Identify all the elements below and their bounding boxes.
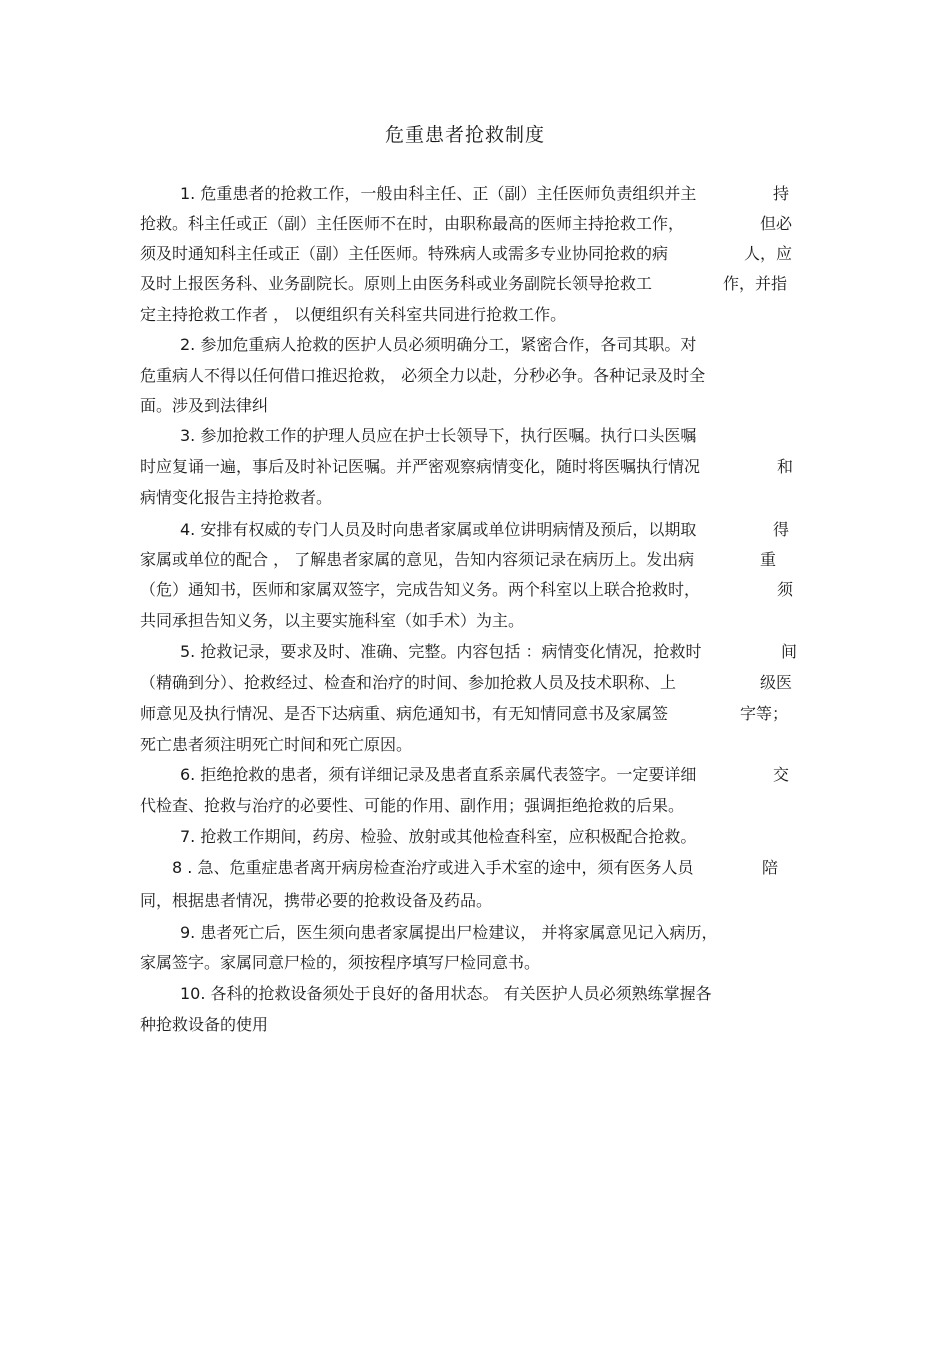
text-line: 死亡患者须注明死亡时间和死亡原因。 (140, 735, 413, 754)
text-line-tail: 间 (781, 642, 798, 661)
text-line-tail: 交 (773, 765, 790, 784)
text-line-tail: 作，并指 (723, 274, 788, 293)
text-line: 师意见及执行情况、是否下达病重、病危通知书，有无知情同意书及家属签 (140, 704, 669, 723)
text-line: 9. 患者死亡后，医生须向患者家属提出尸检建议， 并将家属意见记入病历， (180, 923, 718, 942)
text-line-tail: 持 (773, 184, 790, 203)
text-line-tail: 但必 (760, 214, 793, 233)
text-line: 抢救。科主任或正（副）主任医师不在时，由职称最高的医师主持抢救工作， (140, 214, 685, 233)
text-line: 定主持抢救工作者 ， 以便组织有关科室共同进行抢救工作。 (140, 305, 567, 324)
text-line: 10. 各科的抢救设备须处于良好的备用状态。 有关医护人员必须熟练掌握各 (180, 984, 712, 1003)
text-line: 须及时通知科主任或正（副）主任医师。特殊病人或需多专业协同抢救的病 (140, 244, 669, 263)
text-line-tail: 陪 (762, 858, 779, 877)
text-line: 5. 抢救记录，要求及时、准确、完整。内容包括 ：病情变化情况，抢救时 (180, 642, 702, 661)
text-line: 同，根据患者情况，携带必要的抢救设备及药品。 (140, 891, 493, 910)
text-line: 及时上报医务科、业务副院长。原则上由医务科或业务副院长领导抢救工 (140, 274, 653, 293)
text-line: 病情变化报告主持抢救者。 (140, 488, 333, 507)
text-line: （危）通知书，医师和家属双签字，完成告知义务。两个科室以上联合抢救时， (140, 580, 701, 599)
text-line: 6. 拒绝抢救的患者，须有详细记录及患者直系亲属代表签字。一定要详细 (180, 765, 697, 784)
text-line-tail: 字等； (740, 704, 789, 723)
text-line: 2. 参加危重病人抢救的医护人员必须明确分工，紧密合作，各司其职。对 (180, 335, 697, 354)
text-line: 8 . 急、危重症患者离开病房检查治疗或进入手术室的途中，须有医务人员 (172, 858, 694, 877)
text-line: 家属或单位的配合 ， 了解患者家属的意见，告知内容须记录在病历上。发出病 (140, 550, 695, 569)
text-line-tail: 须 (777, 580, 794, 599)
text-line-tail: 得 (773, 520, 790, 539)
text-line: 1. 危重患者的抢救工作，一般由科主任、正（副）主任医师负责组织并主 (180, 184, 697, 203)
text-line-tail: 人，应 (744, 244, 793, 263)
text-line: 3. 参加抢救工作的护理人员应在护士长领导下，执行医嘱。执行口头医嘱 (180, 426, 697, 445)
text-line-tail: 重 (760, 550, 777, 569)
text-line: 危重病人不得以任何借口推迟抢救， 必须全力以赴，分秒必争。各种记录及时全 (140, 366, 706, 385)
document-title: 危重患者抢救制度 (384, 124, 545, 146)
text-line-tail: 和 (777, 457, 794, 476)
text-line: 7. 抢救工作期间，药房、检验、放射或其他检查科室，应积极配合抢救。 (180, 827, 697, 846)
text-line: 共同承担告知义务，以主要实施科室（如手术）为主。 (140, 611, 525, 630)
text-line: 面。涉及到法律纠 (140, 396, 269, 415)
text-line: 种抢救设备的使用 (140, 1015, 269, 1034)
text-line: 时应复诵一遍，事后及时补记医嘱。并严密观察病情变化，随时将医嘱执行情况 (140, 457, 701, 476)
text-line: 代检查、抢救与治疗的必要性、可能的作用、副作用；强调拒绝抢救的后果。 (140, 796, 685, 815)
text-line: （精确到分）、抢救经过、检查和治疗的时间、参加抢救人员及技术职称、上 (140, 673, 677, 692)
text-line-tail: 级医 (760, 673, 793, 692)
text-line: 家属签字。家属同意尸检的，须按程序填写尸检同意书。 (140, 953, 541, 972)
text-line: 4. 安排有权威的专门人员及时向患者家属或单位讲明病情及预后，以期取 (180, 520, 697, 539)
